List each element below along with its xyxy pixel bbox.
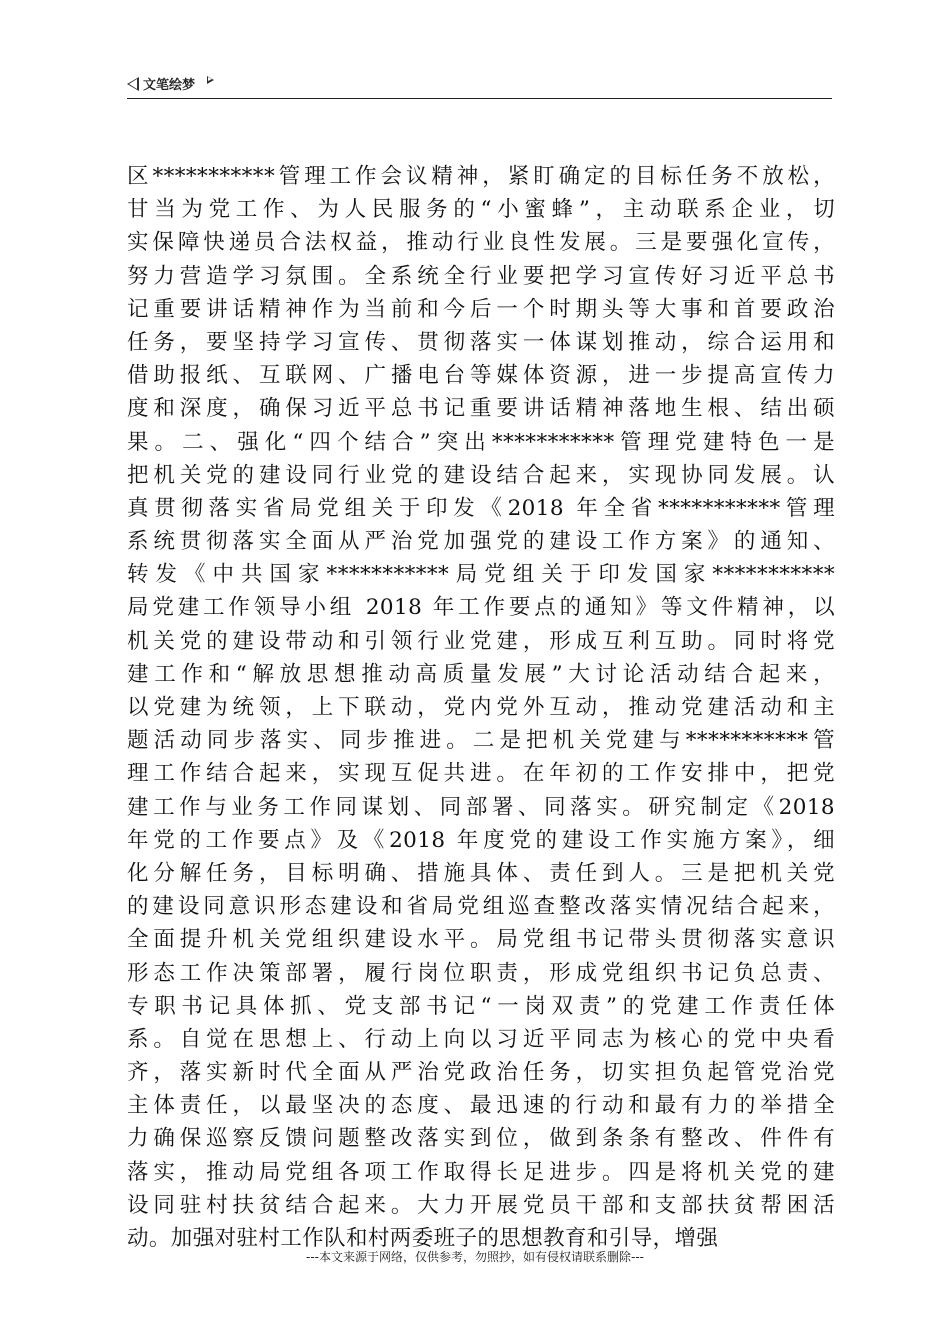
body-text-line: 系。自觉在思想上、行动上向以习近平同志为核心的党中央看 — [127, 1026, 835, 1052]
body-text-line: 建工作和“解放思想推动高质量发展”大讨论活动结合起来， — [127, 661, 835, 687]
body-text-line: 形态工作决策部署，履行岗位职责，形成党组织书记负总责、 — [127, 960, 835, 986]
body-text-line: 建工作与业务工作同谋划、同部署、同落实。研究制定《2018 — [127, 794, 835, 820]
body-text-line: 力确保巡察反馈问题整改落实到位，做到条条有整改、件件有 — [127, 1126, 835, 1152]
body-text-line: 果。二、强化“四个结合”突出***********管理党建特色一是 — [127, 429, 835, 455]
body-text-line: 以党建为统领，上下联动，党内党外互动，推动党建活动和主 — [127, 695, 835, 720]
body-text-line: 实保障快递员合法权益，推动行业良性发展。三是要强化宣传， — [127, 230, 835, 256]
header-brand — [127, 74, 214, 93]
body-text-line: 转发《中共国家***********局党组关于印发国家*********** — [127, 562, 835, 588]
body-text-line: 主体责任，以最坚决的态度、最迅速的行动和最有力的举措全 — [127, 1093, 835, 1119]
body-text-line: 落实，推动局党组各项工作取得长足进步。四是将机关党的建 — [127, 1159, 835, 1185]
body-text-line: 化分解任务，目标明确、措施具体、责任到人。三是把机关党 — [127, 860, 835, 886]
triangle-left-icon — [127, 77, 139, 91]
page-header — [127, 74, 832, 99]
body-text-line: 局党建工作领导小组 2018 年工作要点的通知》等文件精神，以 — [127, 595, 835, 621]
body-text-line: 区***********管理工作会议精神，紧盯确定的目标任务不放松， — [127, 164, 835, 189]
body-text-line: 年党的工作要点》及《2018 年度党的建设工作实施方案》，细 — [127, 827, 835, 853]
body-text-line: 任务，要坚持学习宣传、贯彻落实一体谋划推动，综合运用和 — [127, 329, 835, 355]
body-text-line: 把机关党的建设同行业党的建设结合起来，实现协同发展。认 — [127, 462, 835, 488]
body-text-line: 借助报纸、互联网、广播电台等媒体资源，进一步提高宣传力 — [127, 363, 835, 389]
body-text-line: 理工作结合起来，实现互促共进。在年初的工作安排中，把党 — [127, 761, 835, 787]
body-text-line: 动。加强对驻村工作队和村两委班子的思想教育和引导，增强 — [127, 1226, 719, 1251]
body-text-line: 努力营造学习氛围。全系统全行业要把学习宣传好习近平总书 — [127, 263, 835, 289]
body-text-line: 专职书记具体抓、党支部书记“一岗双责”的党建工作责任体 — [127, 993, 835, 1019]
body-text-line: 甘当为党工作、为人民服务的“小蜜蜂”，主动联系企业，切 — [127, 197, 835, 223]
body-text-line: 设同驻村扶贫结合起来。大力开展党员干部和支部扶贫帮困活 — [127, 1192, 835, 1218]
body-text-line: 齐，落实新时代全面从严治党政治任务，切实担负起管党治党 — [127, 1060, 835, 1086]
body-text-line: 全面提升机关党组织建设水平。局党组书记带头贯彻落实意识 — [127, 927, 835, 953]
document-body — [127, 160, 835, 1255]
footer-disclaimer: ---本文来源于网络，仅供参考，勿照抄，如有侵权请联系删除--- — [306, 1250, 644, 1264]
body-text-line: 真贯彻落实省局党组关于印发《2018 年全省***********管理 — [127, 495, 835, 521]
body-text-line: 系统贯彻落实全面从严治党加强党的建设工作方案》的通知、 — [127, 529, 835, 555]
body-text-line: 的建设同意识形态建设和省局党组巡查整改落实情况结合起来， — [127, 894, 835, 920]
triangle-right-icon — [207, 76, 214, 84]
body-text-line: 机关党的建设带动和引领行业党建，形成互利互助。同时将党 — [127, 628, 835, 654]
brand-name: 文笔绘梦 — [143, 78, 196, 93]
body-text-line: 记重要讲话精神作为当前和今后一个时期头等大事和首要政治 — [127, 296, 835, 322]
body-text-line: 度和深度，确保习近平总书记重要讲话精神落地生根、结出硕 — [127, 396, 835, 422]
body-text-line: 题活动同步落实、同步推进。二是把机关党建与***********管 — [127, 728, 835, 754]
